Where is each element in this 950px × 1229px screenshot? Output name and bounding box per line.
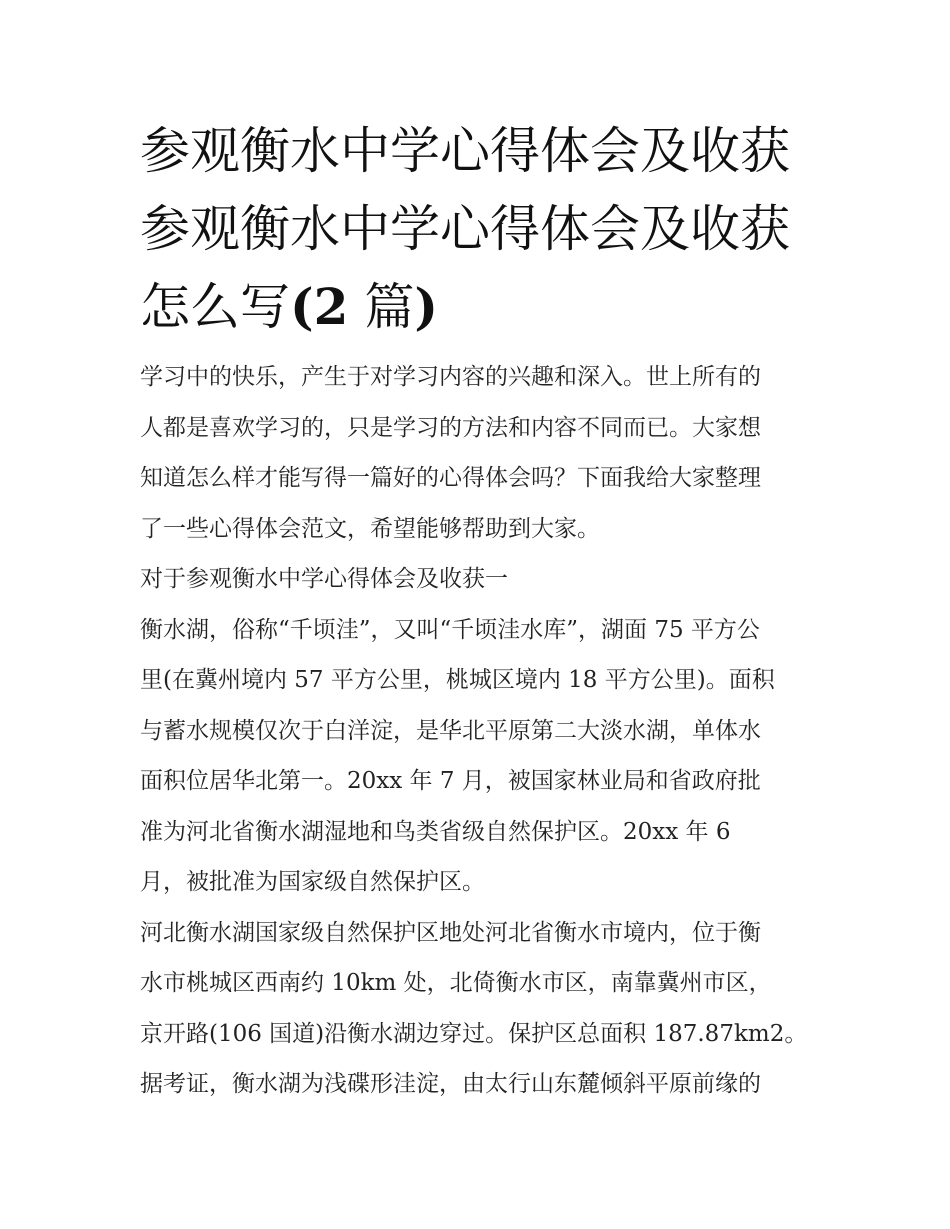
body-line: 准为河北省衡水湖湿地和鸟类省级自然保护区。20xx 年 6 [140,818,731,845]
document-title [140,112,830,346]
title-line: 怎么写(2 篇) [140,277,439,336]
section-heading: 对于参观衡水中学心得体会及收获一 [140,566,508,592]
body-line: 里(在冀州境内 57 平方公里，桃城区境内 18 平方公里)。面积 [140,667,775,693]
body-line: 京开路(106 国道)沿衡水湖边穿过。保护区总面积 187.87km2。 [140,1020,808,1047]
body-line: 面积位居华北第一。20xx 年 7 月，被国家林业局和省政府批 [140,768,761,794]
body-line: 与蓄水规模仅次于白洋淀，是华北平原第二大淡水湖，单体水 [140,717,761,744]
body-line: 水市桃城区西南约 10km 处，北倚衡水市区，南靠冀州市区， [140,970,772,996]
body-line: 河北衡水湖国家级自然保护区地处河北省衡水市境内，位于衡 [140,919,761,946]
title-line: 参观衡水中学心得体会及收获 [140,122,790,180]
body-line: 据考证，衡水湖为浅碟形洼淀，由太行山东麓倾斜平原前缘的 [140,1071,761,1097]
title-line: 参观衡水中学心得体会及收获 [140,200,790,258]
document-body [140,352,830,1110]
body-line: 月，被批准为国家级自然保护区。 [140,869,485,895]
body-line: 衡水湖，俗称“千顷洼”，又叫“千顷洼水库”，湖面 75 平方公 [140,616,760,643]
body-line: 了一些心得体会范文，希望能够帮助到大家。 [140,515,600,542]
body-line: 知道怎么样才能写得一篇好的心得体会吗？下面我给大家整理 [140,465,761,491]
body-line: 人都是喜欢学习的，只是学习的方法和内容不同而已。大家想 [140,414,761,441]
body-line: 学习中的快乐，产生于对学习内容的兴趣和深入。世上所有的 [140,364,761,390]
